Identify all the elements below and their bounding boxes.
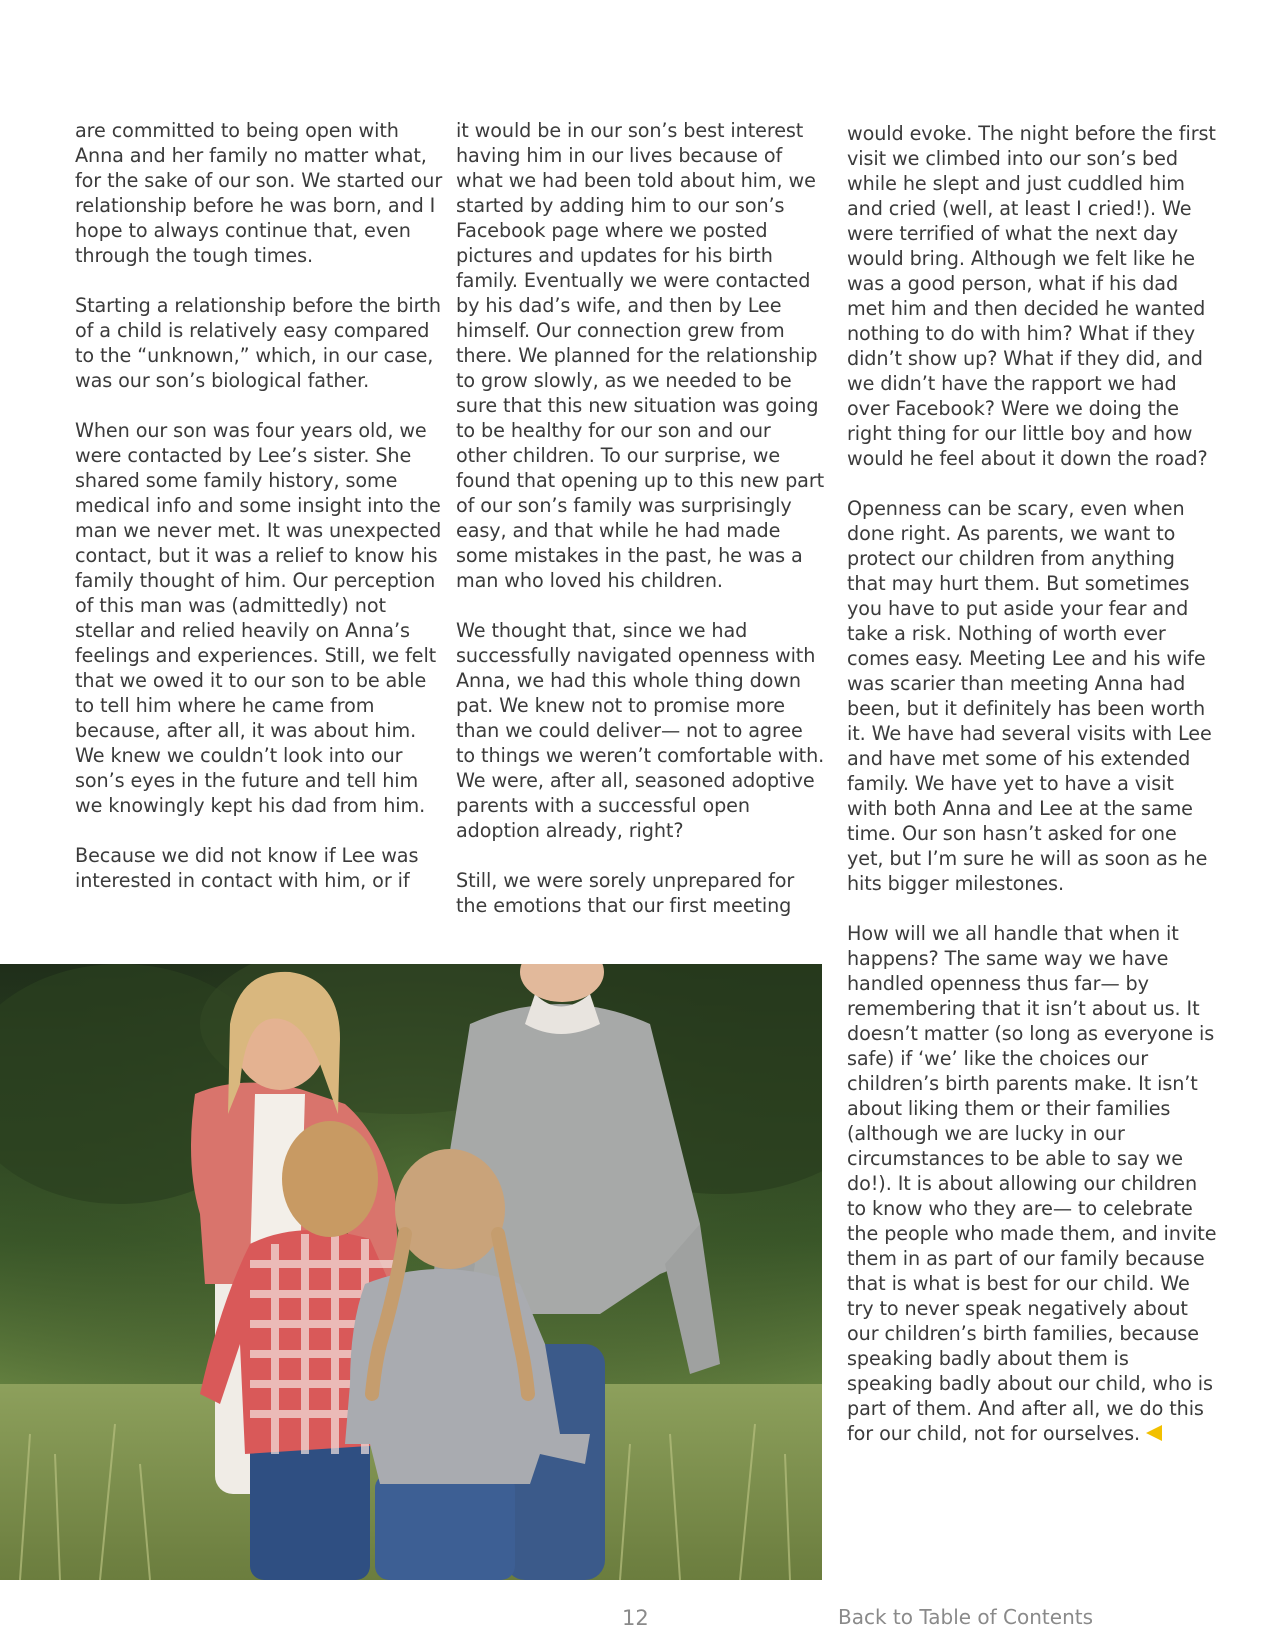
paragraph-text: How will we all handle that when it happens? The same way we have handled openness thus far— by remembering that it isn’t about us. It doesn’t matter (so long as everyone is safe) if ‘we’ like the choices our children’s birth parents make. It isn’t about liking them or their families (although we are lucky in our circumstances to be able to say we do!). It is about allowing our children to know who they are— to celebrate the people who made them, and invite them in as part of our family because that is what is best for our child. We try to never speak negatively about our children’s birth families, because speaking badly about them is speaking badly about our child, who is part of them. And after all, we do this for our child, not for ourselves.	[847, 922, 1217, 1445]
article-column-1	[75, 118, 445, 918]
paragraph: are committed to being open with Anna and her family no matter what, for the sake of our son. We started our relationship before he was born, and I hope to always continue that, even through the tough times.	[75, 119, 443, 267]
page-number: 12	[622, 1606, 649, 1630]
paragraph: would evoke. The night before the first visit we climbed into our son’s bed while he slept and just cuddled him and cried (well, at least I cried!). We were terrified of what the next day would bring. Although we felt like he was a good person, what if his dad met him and then decided he wanted nothing to do with him? What if they didn’t show up? What if they did, and we didn’t have the rapport we had over Facebook? Were we doing the right thing for our little boy and how would he feel about it down the road?	[847, 122, 1216, 470]
end-of-article-icon	[1146, 1425, 1162, 1441]
paragraph: We thought that, since we had successfully navigated openness with Anna, we had this whole thing down pat. We knew not to promise more than we could deliver— not to agree to things we weren’t comfortable with. We were, after all, seasoned adoptive parents with a successful open adoption already, right?	[456, 619, 825, 842]
paragraph-final	[847, 921, 1217, 1446]
family-photo-illustration	[0, 964, 822, 1580]
family-photo	[0, 964, 822, 1580]
article-column-2	[456, 118, 826, 943]
paragraph: Openness can be scary, even when done right. As parents, we want to protect our children from anything that may hurt them. But sometimes you have to put aside your fear and take a risk. Nothing of worth ever comes easy. Meeting Lee and his wife was scarier than meeting Anna had been, but it definitely has been worth it. We have had several visits with Lee and have met some of his extended family. We have yet to have a visit with both Anna and Lee at the same time. Our son hasn’t asked for one yet, but I’m sure he will as soon as he hits bigger milestones.	[847, 497, 1212, 895]
back-to-toc-link[interactable]: Back to Table of Contents	[838, 1605, 1094, 1629]
paragraph: Still, we were sorely unprepared for the emotions that our first meeting	[456, 869, 795, 917]
article-column-3	[847, 121, 1217, 1471]
paragraph: Starting a relationship before the birth of a child is relatively easy compared to the “unknown,” which, in our case, was our son’s biological father.	[75, 294, 441, 392]
paragraph: Because we did not know if Lee was interested in contact with him, or if	[75, 844, 419, 892]
paragraph: it would be in our son’s best interest having him in our lives because of what we had been told about him, we started by adding him to our son’s Facebook page where we posted pictures and updates for his birth family. Eventually we were contacted by his dad’s wife, and then by Lee himself. Our connection grew from there. We planned for the relationship to grow slowly, as we needed to be sure that this new situation was going to be healthy for our son and our other children. To our surprise, we found that opening up to this new part of our son’s family was surprisingly easy, and that while he had made some mistakes in the past, he was a man who loved his children.	[456, 119, 825, 592]
paragraph: When our son was four years old, we were contacted by Lee’s sister. She shared some family history, some medical info and some insight into the man we never met. It was unexpected contact, but it was a relief to know his family thought of him. Our perception of this man was (admittedly) not stellar and relied heavily on Anna’s feelings and experiences. Still, we felt that we owed it to our son to be able to tell him where he came from because, after all, it was about him. We knew we couldn’t look into our son’s eyes in the future and tell him we knowingly kept his dad from him.	[75, 419, 442, 817]
